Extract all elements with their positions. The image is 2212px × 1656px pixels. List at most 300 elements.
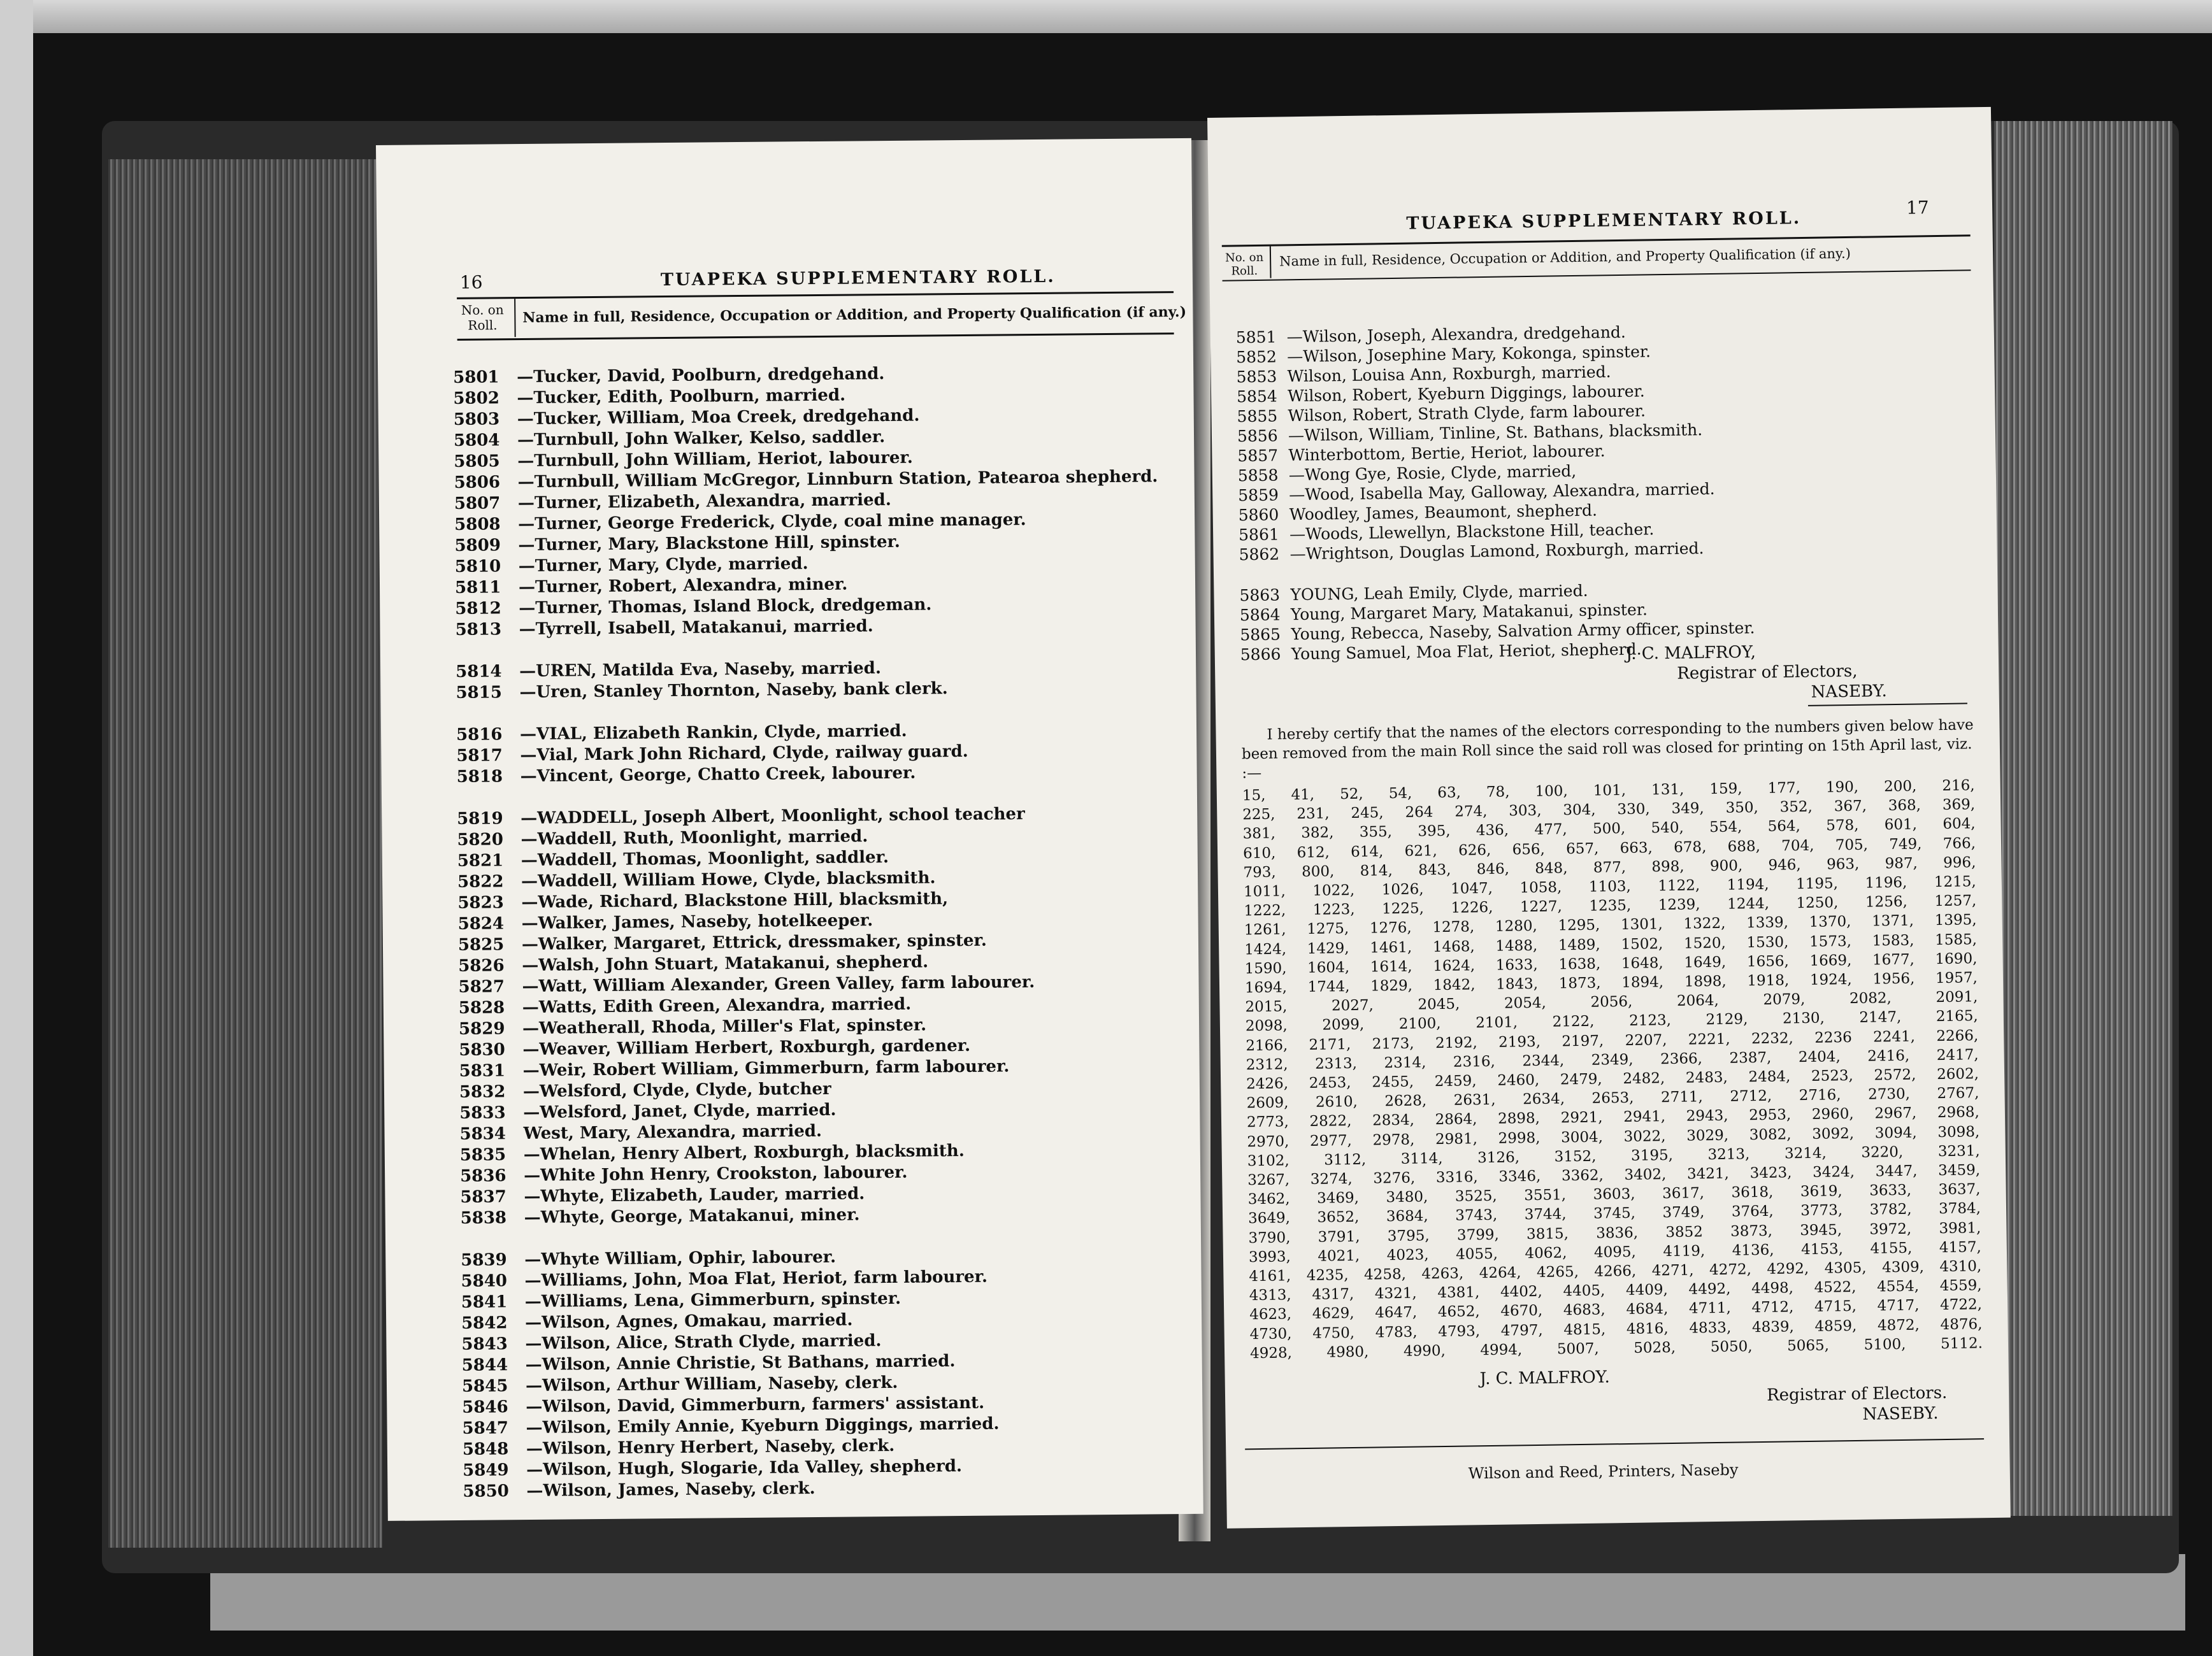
removed-number: 2079, (1763, 991, 1806, 1009)
removed-number: 963, (1826, 855, 1860, 873)
removed-number: 4623, (1249, 1306, 1292, 1324)
removed-number: 4730, (1249, 1325, 1292, 1343)
removed-number: 1280, (1495, 918, 1538, 936)
removed-number: 1322, (1683, 915, 1726, 933)
signature-block-1 (1626, 640, 1887, 705)
column-header-no: No. on Roll. (1224, 250, 1264, 278)
removed-number: 3617, (1662, 1185, 1705, 1203)
removed-number: 1842, (1433, 976, 1476, 994)
removed-number: 2572, (1874, 1066, 1916, 1084)
removed-number: 1744, (1307, 978, 1350, 996)
removed-number: 4712, (1751, 1299, 1794, 1317)
roll-number: 5836 (460, 1166, 506, 1186)
removed-number: 3276, (1373, 1169, 1416, 1187)
removed-number: 2312, (1246, 1056, 1288, 1074)
removed-number: 367, (1834, 797, 1867, 815)
roll-number: 5806 (454, 473, 501, 492)
elector-details: —Wade, Richard, Blackstone Hill, blacksmith, (521, 889, 949, 913)
removed-number: 3094, (1874, 1124, 1917, 1142)
removed-number: 4235, (1306, 1267, 1349, 1285)
removed-number: 1638, (1558, 955, 1601, 973)
roll-number: 5853 (1236, 367, 1277, 387)
elector-details: —Turner, Mary, Blackstone Hill, spinster. (518, 532, 901, 555)
removed-number: 2171, (1309, 1036, 1351, 1053)
elector-details: —UREN, Matilda Eva, Naseby, married. (519, 659, 882, 682)
scanner-bed-top (0, 0, 2212, 33)
elector-details: —Vial, Mark John Richard, Clyde, railway guard. (520, 741, 968, 766)
roll-number: 5862 (1239, 545, 1280, 564)
removed-number: 355, (1359, 824, 1393, 841)
removed-number: 2479, (1560, 1071, 1602, 1089)
removed-number: 3098, (1937, 1123, 1980, 1141)
roll-number: 5807 (454, 494, 501, 513)
removed-number: 4750, (1312, 1324, 1355, 1342)
removed-number: 1196, (1865, 874, 1907, 892)
elector-details: Wilson, Robert, Strath Clyde, farm labourer. (1288, 401, 1646, 425)
elector-details: —Turnbull, John Walker, Kelso, saddler. (517, 427, 886, 450)
removed-number: 2130, (1782, 1010, 1825, 1027)
removed-number: 1250, (1796, 894, 1839, 912)
removed-number: 4793, (1438, 1322, 1481, 1340)
removed-number: 3773, (1800, 1202, 1843, 1220)
elector-details: Young, Rebecca, Naseby, Salvation Army officer, spinster. (1291, 618, 1755, 644)
elector-details: Young Samuel, Moa Flat, Heriot, shepherd. (1291, 639, 1642, 664)
removed-number: 3525, (1454, 1188, 1497, 1205)
roll-number: 5827 (458, 977, 505, 997)
removed-number: 621, (1404, 842, 1438, 860)
removed-number: 3993, (1248, 1248, 1291, 1266)
removed-number: 3852 (1665, 1223, 1704, 1241)
removed-number: 2998, (1498, 1129, 1540, 1147)
removed-number: 678, (1674, 838, 1707, 856)
removed-number: 3764, (1731, 1203, 1774, 1221)
removed-number: 843, (1418, 861, 1451, 879)
removed-number: 2712, (1730, 1088, 1772, 1105)
removed-number: 4258, (1363, 1266, 1407, 1283)
removed-number: 1461, (1370, 939, 1412, 957)
removed-number: 2221, (1688, 1031, 1730, 1048)
removed-number: 1022, (1312, 882, 1355, 899)
removed-number: 1894, (1621, 974, 1664, 992)
roll-number: 5832 (459, 1082, 506, 1102)
removed-number: 3267, (1247, 1171, 1290, 1189)
removed-number: 3022, (1623, 1127, 1666, 1145)
roll-number: 5849 (463, 1460, 509, 1480)
removed-number: 900, (1709, 857, 1743, 874)
roll-number: 5852 (1236, 347, 1277, 367)
elector-details: —Tyrrell, Isabell, Matakanui, married. (519, 617, 873, 639)
roll-number: 5845 (461, 1376, 508, 1396)
removed-number: 2165, (1936, 1008, 1978, 1025)
page-edges-right (1994, 121, 2172, 1516)
removed-number: 946, (1768, 856, 1801, 874)
roll-number: 5808 (454, 515, 501, 534)
removed-number: 5100, (1864, 1336, 1906, 1353)
removed-number: 330, (1617, 801, 1650, 818)
registrar-title: Registrar of Electors. (1766, 1383, 1948, 1405)
removed-number: 1573, (1809, 932, 1852, 950)
removed-number: 3782, (1869, 1201, 1912, 1219)
elector-details: —Wrightson, Douglas Lamond, Roxburgh, married. (1289, 539, 1704, 564)
removed-number: 2483, (1685, 1069, 1728, 1087)
removed-number: 814, (1360, 862, 1393, 880)
roll-number: 5828 (458, 998, 505, 1018)
roll-number: 5810 (454, 557, 501, 576)
removed-number: 2387, (1729, 1049, 1772, 1067)
removed-number: 1843, (1496, 975, 1539, 993)
roll-number: 5863 (1239, 585, 1281, 605)
removed-number: 4309, (1881, 1259, 1925, 1276)
removed-number: 540, (1651, 820, 1684, 837)
removed-number: 4522, (1814, 1279, 1856, 1297)
removed-number: 1624, (1433, 957, 1476, 975)
removed-number: 2314, (1384, 1054, 1426, 1072)
removed-number: 2266, (1936, 1027, 1979, 1045)
removed-number: 2730, (1867, 1086, 1911, 1103)
removed-number: 1195, (1795, 875, 1839, 893)
removed-number: 2628, (1384, 1092, 1427, 1110)
elector-details: —Uren, Stanley Thornton, Naseby, bank clerk. (519, 679, 948, 703)
removed-number: 4839, (1751, 1318, 1795, 1336)
registrar-name: J. C. MALFROY. (1479, 1367, 1610, 1389)
removed-number: 350, (1725, 799, 1758, 817)
removed-number: 4317, (1312, 1286, 1354, 1304)
roll-number: 5822 (457, 872, 504, 892)
roll-number: 5860 (1238, 505, 1279, 525)
elector-details: —White John Henry, Crookston, labourer. (523, 1162, 908, 1186)
removed-number: 4652, (1437, 1303, 1480, 1321)
removed-number: 3836, (1596, 1224, 1639, 1242)
removed-number: 2349, (1591, 1051, 1634, 1069)
removed-number: 3815, (1526, 1225, 1569, 1243)
roll-number: 5846 (462, 1397, 508, 1417)
elector-details: —Tucker, Edith, Poolburn, married. (517, 385, 846, 408)
removed-number: 1694, (1244, 979, 1288, 997)
roll-number: 5844 (461, 1355, 508, 1375)
elector-details: —Wilson, David, Gimmerburn, farmers' assistant. (526, 1393, 985, 1417)
removed-number: 4405, (1563, 1282, 1605, 1300)
running-title: TUAPEKA SUPPLEMENTARY ROLL. (660, 266, 1056, 290)
removed-number: 4272, (1709, 1261, 1752, 1279)
removed-number: 349, (1671, 800, 1704, 818)
removed-number: 177, (1767, 780, 1800, 797)
elector-details: —Whelan, Henry Albert, Roxburgh, blacksmith. (523, 1141, 965, 1165)
removed-number: 436, (1476, 822, 1509, 839)
removed-number: 131, (1651, 781, 1684, 799)
roll-number: 5859 (1238, 485, 1279, 505)
removed-number: 4321, (1374, 1285, 1417, 1303)
removed-number: 1604, (1307, 959, 1350, 976)
removed-number: 2082, (1849, 990, 1892, 1008)
removal-certificate: I hereby certify that the names of the electors corresponding to the numbers given below have been removed from the main Roll since the said roll was closed for printing on 15th April last, viz. :— (1241, 717, 1974, 782)
removed-number: 1227, (1519, 898, 1563, 916)
removed-number: 1371, (1872, 913, 1914, 930)
removed-number: 5050, (1710, 1338, 1753, 1356)
removed-number: 5007, (1556, 1340, 1599, 1358)
removed-number: 2129, (1706, 1011, 1748, 1029)
roll-entries (1236, 317, 1979, 664)
removed-number: 2045, (1418, 996, 1460, 1013)
elector-details: —Whyte, George, Matakanui, miner. (524, 1205, 860, 1228)
footer-rule (1245, 1438, 1984, 1450)
removed-number: 2898, (1498, 1110, 1540, 1128)
removed-number: 3790, (1248, 1229, 1291, 1246)
removed-number: 2767, (1937, 1085, 1979, 1103)
removed-number: 4833, (1689, 1319, 1732, 1337)
removed-number: 1530, (1746, 934, 1789, 951)
removed-number: 4629, (1312, 1305, 1354, 1323)
roll-number: 5802 (453, 389, 499, 408)
left-page (376, 138, 1203, 1521)
removed-number: 1370, (1809, 913, 1851, 931)
roll-number: 5857 (1237, 446, 1279, 466)
removed-number: 4717, (1877, 1297, 1920, 1315)
removed-number: 4492, (1688, 1280, 1731, 1298)
removed-number: 3346, (1498, 1167, 1541, 1185)
removed-number: 245, (1351, 804, 1384, 822)
elector-details: —Turner, Thomas, Island Block, dredgeman. (519, 595, 932, 618)
elector-details: —Whyte William, Ophir, labourer. (524, 1247, 837, 1270)
removed-number: 4265, (1536, 1264, 1579, 1281)
registrar-place: NASEBY. (1811, 682, 1887, 702)
removed-number: 1058, (1519, 879, 1562, 897)
removed-number: 2960, (1811, 1106, 1854, 1124)
removed-number: 304, (1563, 801, 1596, 819)
removed-number: 614, (1350, 843, 1384, 860)
removed-number: 4876, (1940, 1315, 1983, 1333)
removed-number: 1633, (1495, 956, 1538, 974)
removed-number: 1520, (1683, 934, 1727, 952)
removed-number: 1429, (1307, 939, 1349, 957)
removed-number: 2634, (1523, 1090, 1565, 1108)
removed-number: 1275, (1307, 920, 1349, 938)
removed-number: 4816, (1626, 1320, 1669, 1338)
elector-details: —Wilson, William, Tinline, St. Bathans, blacksmith. (1288, 420, 1703, 445)
elector-details: —Wilson, Joseph, Alexandra, dredgehand. (1286, 322, 1627, 346)
removed-number: 3274, (1310, 1171, 1353, 1188)
removed-number: 2056, (1590, 994, 1633, 1011)
removed-number: 3945, (1800, 1221, 1842, 1239)
removed-number: 2653, (1591, 1090, 1634, 1107)
removed-number: 3231, (1937, 1143, 1980, 1160)
removed-number: 3447, (1875, 1162, 1918, 1180)
roll-number: 5812 (455, 599, 501, 618)
removed-number: 2101, (1476, 1014, 1518, 1032)
removed-number: 274, (1454, 803, 1488, 820)
removed-number: 877, (1593, 859, 1627, 876)
removed-number: 1235, (1589, 897, 1632, 915)
removed-number: 2453, (1309, 1074, 1351, 1092)
removed-number: 100, (1535, 783, 1568, 800)
removed-number: 3102, (1247, 1152, 1289, 1170)
column-header-name: Name in full, Residence, Occupation or Addition, and Property Qualification (if any.) (522, 303, 1187, 326)
removed-number: 4559, (1939, 1277, 1982, 1295)
elector-details: —Wood, Isabella May, Galloway, Alexandra, married. (1289, 479, 1715, 504)
roll-number: 5866 (1240, 645, 1281, 664)
roll-number: 5856 (1237, 426, 1278, 446)
removed-number: 4095, (1593, 1243, 1636, 1261)
removed-number: 657, (1565, 840, 1599, 857)
removed-number: 3092, (1812, 1125, 1855, 1143)
removed-number: 1244, (1727, 896, 1770, 913)
roll-number: 5816 (456, 725, 503, 745)
elector-details: —Weatherall, Rhoda, Miller's Flat, spinster. (522, 1015, 927, 1039)
removed-number: 2232, (1751, 1029, 1794, 1047)
roll-number: 5865 (1240, 625, 1281, 645)
elector-details: —Vincent, George, Chatto Creek, labourer. (520, 763, 916, 787)
removed-number: 1256, (1865, 893, 1907, 911)
removed-number: 3981, (1939, 1219, 1981, 1237)
removed-number: 4783, (1375, 1324, 1418, 1341)
removed-number: 704, (1781, 837, 1814, 855)
removed-number: 4670, (1500, 1303, 1543, 1320)
removed-number: 369, (1942, 796, 1976, 814)
removed-number: 4797, (1500, 1322, 1543, 1339)
roll-number: 5855 (1237, 406, 1278, 426)
removed-number: 3684, (1386, 1208, 1428, 1225)
roll-number: 5825 (457, 935, 505, 955)
scanner-bed-left (0, 0, 33, 1656)
roll-number: 5861 (1238, 525, 1279, 545)
removed-number: 4715, (1814, 1298, 1857, 1316)
removed-number: 2313, (1314, 1055, 1358, 1073)
removed-number: 2099, (1322, 1017, 1365, 1034)
elector-details: —Wilson, James, Naseby, clerk. (526, 1479, 815, 1501)
roll-number: 5864 (1239, 605, 1281, 625)
elector-details: —Welsford, Janet, Clyde, married. (523, 1100, 837, 1123)
roll-number: 5831 (459, 1061, 506, 1081)
removed-number: 2716, (1799, 1087, 1841, 1104)
elector-details: Winterbottom, Bertie, Heriot, labourer. (1288, 441, 1605, 465)
removed-number: 2978, (1372, 1131, 1415, 1149)
removed-number: 4161, (1249, 1267, 1291, 1285)
elector-details: —Wilson, Henry Herbert, Naseby, clerk. (526, 1436, 895, 1459)
removed-number: 1957, (1935, 969, 1978, 987)
removed-number: 3480, (1386, 1188, 1428, 1206)
elector-details: —Turner, Elizabeth, Alexandra, married. (517, 490, 891, 513)
removed-number: 1488, (1495, 937, 1538, 955)
removed-number: 2027, (1331, 997, 1374, 1015)
elector-details: —Turnbull, John William, Heriot, labourer. (517, 448, 913, 471)
removed-number: 4264, (1479, 1264, 1521, 1282)
removed-number: 1690, (1935, 950, 1978, 968)
signature-block-2 (1479, 1362, 1948, 1430)
removed-number: 2344, (1522, 1052, 1565, 1070)
removed-number: 1677, (1872, 951, 1915, 969)
roll-number: 5809 (454, 536, 501, 555)
elector-details: —Turner, George Frederick, Clyde, coal mine manager. (518, 510, 1026, 534)
removed-number: 2316, (1453, 1053, 1495, 1071)
removed-number: 3795, (1387, 1227, 1430, 1245)
removed-number: 3652, (1317, 1209, 1360, 1227)
removed-number: 5065, (1787, 1337, 1830, 1355)
roll-number: 5813 (455, 620, 502, 639)
removed-number: 1590, (1244, 960, 1287, 978)
roll-number: 5830 (459, 1040, 505, 1060)
removed-number: 2773, (1246, 1113, 1289, 1131)
roll-number: 5835 (459, 1145, 506, 1165)
removed-number: 2197, (1562, 1032, 1604, 1050)
elector-details: —Woods, Llewellyn, Blackstone Hill, teacher. (1289, 520, 1655, 544)
removed-number: 1295, (1558, 917, 1600, 934)
roll-number: 5819 (457, 809, 503, 829)
removed-number: 3459, (1938, 1162, 1981, 1180)
removed-number: 2417, (1936, 1046, 1979, 1064)
removed-number: 3551, (1524, 1187, 1567, 1204)
removed-number: 231, (1296, 805, 1330, 823)
removed-number: 766, (1943, 834, 1976, 852)
removed-number: 1011, (1243, 883, 1286, 901)
elector-details: —Wilson, Hugh, Slogarie, Ida Valley, shepherd. (526, 1457, 963, 1480)
elector-details: —Watt, William Alexander, Green Valley, farm labourer. (522, 973, 1035, 997)
roll-number: 5854 (1236, 387, 1277, 406)
header-rule-bottom (457, 332, 1174, 341)
removed-number: 2207, (1625, 1031, 1667, 1049)
removed-number: 4498, (1751, 1280, 1794, 1297)
removed-number: 2977, (1309, 1132, 1353, 1150)
removed-number: 1649, (1684, 953, 1727, 971)
removed-number: 987, (1885, 855, 1918, 873)
removed-number: 4990, (1403, 1342, 1446, 1360)
removed-number: 4994, (1480, 1341, 1523, 1359)
removed-number: 4683, (1563, 1301, 1605, 1319)
roll-number: 5851 (1235, 327, 1277, 347)
removed-number: 4305, (1824, 1259, 1867, 1277)
removed-number: 2523, (1811, 1067, 1854, 1085)
removed-number: 2602, (1936, 1066, 1979, 1083)
removed-number: 216, (1942, 777, 1975, 794)
removed-number: 749, (1889, 836, 1922, 853)
removed-number: 4684, (1626, 1301, 1669, 1318)
removed-number: 225, (1242, 806, 1275, 824)
removed-number: 2064, (1676, 992, 1720, 1010)
removed-number: 1257, (1934, 892, 1977, 910)
roll-entries (453, 361, 1177, 1503)
removed-number: 1239, (1658, 896, 1700, 914)
removed-number: 4271, (1651, 1262, 1694, 1280)
removed-number: 4381, (1437, 1284, 1480, 1302)
removed-number: 2166, (1246, 1037, 1288, 1054)
removed-number: 4711, (1688, 1300, 1732, 1318)
removed-number: 1873, (1558, 974, 1601, 992)
removed-number: 1339, (1746, 914, 1789, 932)
elector-details: —Wong Gye, Rosie, Clyde, married, (1288, 461, 1577, 485)
removed-number: 264 (1405, 804, 1433, 821)
elector-details: —Waddell, Ruth, Moonlight, married. (521, 827, 868, 850)
removed-number: 898, (1651, 858, 1684, 876)
elector-details: —Waddell, Thomas, Moonlight, saddler. (521, 848, 889, 871)
removed-number: 2015, (1245, 998, 1288, 1016)
removed-number: 4023, (1386, 1246, 1429, 1264)
elector-details: —Turnbull, William McGregor, Linnburn Station, Patearoa shepherd. (517, 467, 1158, 492)
removed-number: 4136, (1732, 1241, 1774, 1259)
removed-number: 2631, (1453, 1092, 1496, 1109)
removed-number: 1026, (1381, 881, 1424, 899)
elector-details: —Wilson, Alice, Strath Clyde, married. (525, 1331, 882, 1354)
removed-number: 2459, (1434, 1073, 1477, 1090)
removed-number: 3749, (1662, 1204, 1705, 1222)
page-number: 16 (459, 271, 483, 293)
removed-number: 3152, (1554, 1148, 1597, 1166)
removed-number: 1956, (1872, 970, 1915, 988)
removed-number: 1585, (1934, 931, 1978, 948)
elector-details: —WADDELL, Joseph Albert, Moonlight, school teacher (521, 804, 1025, 829)
registrar-name: J. C. MALFROY, (1625, 643, 1756, 664)
elector-details: —Waddell, William Howe, Clyde, blacksmith. (521, 868, 936, 892)
roll-number: 5814 (456, 662, 502, 682)
column-divider (1270, 246, 1272, 278)
removed-number: 2864, (1435, 1111, 1477, 1129)
